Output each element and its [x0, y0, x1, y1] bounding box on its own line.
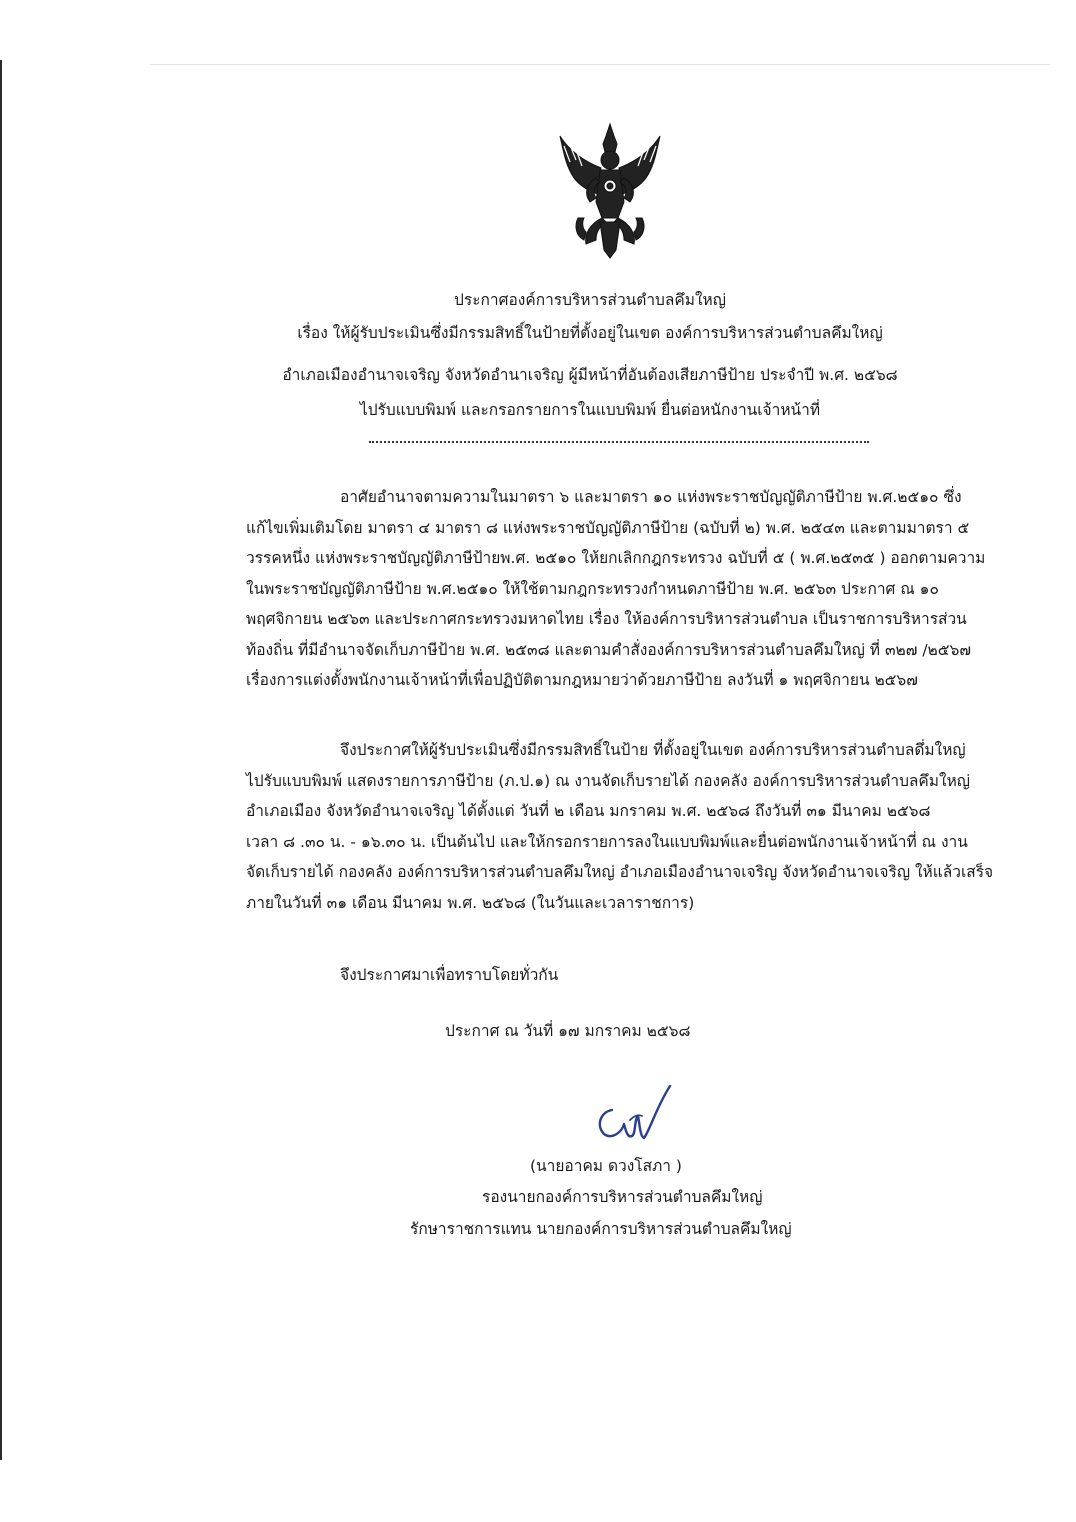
paragraph-line: ไปรับแบบพิมพ์ แสดงรายการภาษีป้าย (ภ.ป.๑) ณ งานจัดเก็บรายได้ กองคลัง องค์การบริหารส่วนตำบลคึมใหญ่	[246, 771, 970, 790]
signatory-position: รองนายกองค์การบริหารส่วนตำบลคึมใหญ่	[482, 1188, 763, 1206]
announcement-title: ประกาศองค์การบริหารส่วนตำบลคึมใหญ่	[454, 291, 726, 309]
paragraph-line: อาศัยอำนาจตามความในมาตรา ๖ และมาตรา ๑๐ แห่งพระราชบัญญัติภาษีป้าย พ.ศ.๒๕๑๐ ซึ่ง	[340, 488, 962, 506]
paragraph-line: อำเภอเมือง จังหวัดอำนาจเจริญ ได้ตั้งแต่ วันที่ ๒ เดือน มกราคม พ.ศ. ๒๕๖๘ ถึงวันที่ ๓๑ มีนาคม ๒๕๖๘	[246, 802, 931, 820]
signatory-name: (นายอาคม ดวงโสภา )	[530, 1157, 682, 1175]
scan-shadow	[150, 64, 1050, 65]
scan-edge	[0, 60, 2, 1460]
paragraph-line: ภายในวันที่ ๓๑ เดือน มีนาคม พ.ศ. ๒๕๖๘ (ในวันและเวลาราชการ)	[246, 893, 695, 912]
body-paragraph-2	[246, 735, 1026, 918]
paragraph-line: จัดเก็บรายได้ กองคลัง องค์การบริหารส่วนตำบลคึมใหญ่ อำเภอเมืองอำนาจเจริญ จังหวัดอำนาจเจริญ ให้แล้วเสร็จ	[246, 863, 994, 881]
handwritten-signature	[590, 1080, 680, 1150]
paragraph-line: เวลา ๘ .๓๐ น. - ๑๖.๓๐ น. เป็นต้นไป และให้กรอกรายการลงในแบบพิมพ์และยื่นต่อพนักงานเจ้าหน้าที่ ณ งาน	[246, 832, 968, 851]
subject-line-2: อำเภอเมืองอำนาจเจริญ จังหวัดอำนาเจริญ ผู้มีหน้าที่อันต้องเสียภาษีป้าย ประจำปี พ.ศ. ๒๕๖๘	[282, 366, 898, 384]
subject-line-3: ไปรับแบบพิมพ์ และกรอกรายการในแบบพิมพ์ ยื่นต่อหนักงานเจ้าหน้าที่	[359, 401, 821, 419]
closing-text: จึงประกาศมาเพื่อทราบโดยทั่วกัน	[340, 966, 559, 984]
paragraph-line: พฤศจิกายน ๒๕๖๓ และประกาศกระทรวงมหาดไทย เรื่อง ให้องค์การบริหารส่วนตำบล เป็นราชการบริหารส่วน	[246, 610, 967, 628]
garuda-emblem-icon	[556, 122, 664, 260]
signatory-acting-position: รักษาราชการแทน นายกองค์การบริหารส่วนตำบลคึมใหญ่	[410, 1220, 792, 1238]
subject-line-1: เรื่อง ให้ผู้รับประเมินซึ่งมีกรรมสิทธิ์ในป้ายที่ตั้งอยู่ในเขต องค์การบริหารส่วนตำบลคึมใหญ่	[297, 324, 883, 342]
paragraph-line: ท้องถิ่น ที่มีอำนาจจัดเก็บภาษีป้าย พ.ศ. ๒๕๓๘ และตามคำสั่งองค์การบริหารส่วนตำบลคึมใหญ่ ที่ ๓๒๗ /๒๕๖๗	[246, 640, 972, 659]
body-paragraph-1	[246, 482, 1026, 696]
paragraph-line: ในพระราชบัญญัติภาษีป้าย พ.ศ.๒๕๑๐ ให้ใช้ตามกฎกระทรวงกำหนดภาษีป้าย พ.ศ. ๒๕๖๓ ประกาศ ณ ๑๐	[246, 579, 939, 598]
paragraph-line: แก้ไขเพิ่มเติมโดย มาตรา ๔ มาตรา ๘ แห่งพระราชบัญญัติภาษีป้าย (ฉบับที่ ๒) พ.ศ. ๒๕๔๓ และตามมาตรา ๕	[246, 518, 970, 537]
paragraph-line: วรรคหนึ่ง แห่งพระราชบัญญัติภาษีป้ายพ.ศ. ๒๕๑๐ ให้ยกเลิกกฎกระทรวง ฉบับที่ ๕ ( พ.ศ.๒๕๓๕ ) ออกตามความ	[246, 549, 986, 567]
dotted-separator	[369, 441, 869, 447]
paragraph-line: เรื่องการแต่งตั้งพนักงานเจ้าหน้าที่เพื่อปฏิบัติตามกฎหมายว่าด้วยภาษีป้าย ลงวันที่ ๑ พฤศจิกายน ๒๕๖๗	[246, 671, 918, 689]
paragraph-line: จึงประกาศให้ผู้รับประเมินซึ่งมีกรรมสิทธิ์ในป้าย ที่ตั้งอยู่ในเขต องค์การบริหารส่วนตำบลดึ่มใหญ่	[340, 741, 966, 759]
announcement-date: ประกาศ ณ วันที่ ๑๗ มกราคม ๒๕๖๘	[445, 1022, 691, 1040]
